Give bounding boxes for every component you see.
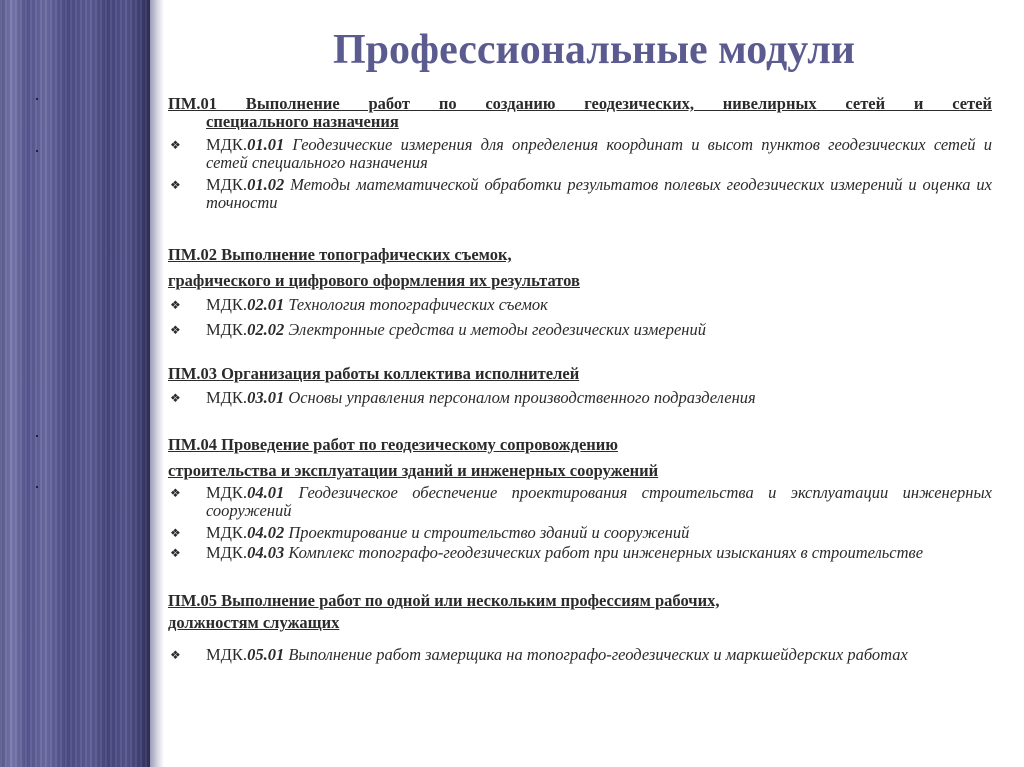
course-title: Проектирование и строительство зданий и сооружений — [284, 523, 690, 542]
diamond-bullet-icon: ❖ — [170, 526, 181, 540]
module-heading-line: ПМ.01 Выполнение работ по созданию геодезических, нивелирных сетей и сетей — [168, 94, 992, 113]
course-item — [168, 544, 992, 562]
course-code: МДК.05.01 — [206, 645, 285, 664]
sidebar-dot — [36, 435, 38, 437]
decorative-sidebar — [0, 0, 150, 767]
module-block — [168, 432, 992, 562]
course-code: МДК.01.01 — [206, 135, 285, 154]
diamond-bullet-icon: ❖ — [170, 391, 181, 405]
diamond-bullet-icon: ❖ — [170, 648, 181, 662]
course-title: Методы математической обработки результатов полевых геодезических измерений и оценка их точности — [206, 175, 992, 212]
course-item — [168, 646, 992, 664]
module-block — [168, 95, 992, 212]
module-heading — [168, 365, 992, 383]
course-item — [168, 484, 992, 520]
course-item — [168, 524, 992, 542]
course-code: МДК.02.02 — [206, 320, 285, 339]
sidebar-dot — [36, 150, 38, 152]
module-heading — [168, 590, 992, 634]
course-code: МДК.01.02 — [206, 175, 285, 194]
module-heading-line: строительства и эксплуатации зданий и инженерных сооружений — [168, 461, 659, 480]
course-title: Комплекс топографо-геодезических работ при инженерных изысканиях в строительстве — [284, 543, 924, 562]
module-heading-line: специального назначения — [206, 112, 399, 131]
diamond-bullet-icon: ❖ — [170, 138, 181, 152]
module-heading-line: ПМ.04 Проведение работ по геодезическому сопровождению — [168, 435, 618, 454]
course-title: Геодезическое обеспечение проектирования строительства и эксплуатации инженерных сооружений — [206, 483, 992, 520]
course-title: Электронные средства и методы геодезических измерений — [284, 320, 706, 339]
sidebar-dot — [36, 98, 38, 100]
module-heading — [168, 432, 992, 484]
module-block — [168, 365, 992, 407]
course-code: МДК.02.01 — [206, 295, 285, 314]
course-code: МДК.04.02 — [206, 523, 285, 542]
course-item — [168, 296, 992, 314]
sidebar-stripes — [0, 0, 150, 767]
module-block — [168, 590, 992, 664]
diamond-bullet-icon: ❖ — [170, 298, 181, 312]
sidebar-dot — [36, 486, 38, 488]
course-code: МДК.04.01 — [206, 483, 285, 502]
modules-list — [168, 95, 992, 664]
module-block — [168, 242, 992, 339]
module-heading-line: должностям служащих — [168, 613, 340, 632]
course-title: Геодезические измерения для определения координат и высот пунктов геодезических сетей и сетей специального назначения — [206, 135, 992, 172]
course-title: Основы управления персоналом производственного подразделения — [284, 388, 756, 407]
course-code: МДК.04.03 — [206, 543, 285, 562]
module-heading — [168, 95, 992, 131]
module-heading-line: ПМ.02 Выполнение топографических съемок, — [168, 245, 512, 264]
diamond-bullet-icon: ❖ — [170, 323, 181, 337]
module-heading — [168, 242, 992, 294]
module-heading-line: ПМ.05 Выполнение работ по одной или нескольким профессиям рабочих, — [168, 591, 720, 610]
diamond-bullet-icon: ❖ — [170, 486, 181, 500]
diamond-bullet-icon: ❖ — [170, 546, 181, 560]
course-code: МДК.03.01 — [206, 388, 285, 407]
diamond-bullet-icon: ❖ — [170, 178, 181, 192]
course-item — [168, 136, 992, 172]
page-title: Профессиональные модули — [332, 27, 855, 73]
course-title: Технология топографических съемок — [284, 295, 548, 314]
course-item — [168, 321, 992, 339]
sidebar-edge — [150, 0, 164, 767]
course-item — [168, 389, 992, 407]
module-heading-line: ПМ.03 Организация работы коллектива исполнителей — [168, 364, 580, 383]
module-heading-line: графического и цифрового оформления их результатов — [168, 271, 580, 290]
course-item — [168, 176, 992, 212]
course-title: Выполнение работ замерщика на топографо-геодезических и маркшейдерских работах — [284, 645, 908, 664]
